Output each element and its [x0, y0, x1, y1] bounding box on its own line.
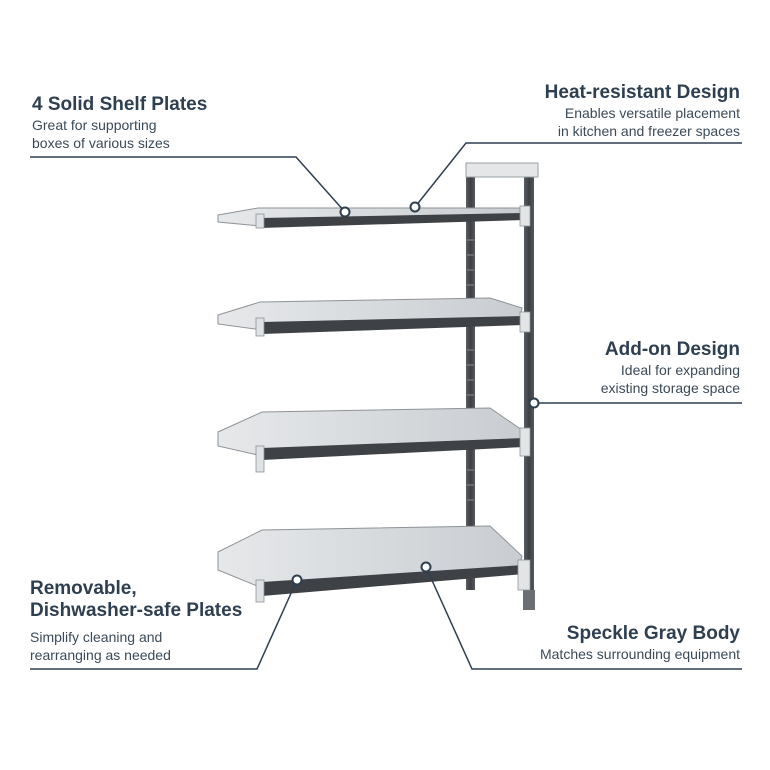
callout-dot [411, 203, 420, 212]
callout-desc-line: Matches surrounding equipment [539, 646, 740, 662]
callout-add-on [601, 339, 740, 397]
callout-desc-line: Enables versatile placement [564, 105, 740, 121]
post-cap [466, 163, 538, 177]
callout-shelf-plates [32, 94, 207, 152]
callout-dot [530, 399, 539, 408]
front-post [524, 170, 534, 600]
shelf-plate [218, 526, 530, 602]
callout-heat-resistant [545, 82, 740, 140]
callout-desc-line: in kitchen and freezer spaces [557, 123, 740, 139]
callout-title: Add-on Design [604, 339, 740, 360]
callout-desc-line: Great for supporting [32, 117, 157, 133]
callout-dot [341, 208, 350, 217]
callout-desc-line: boxes of various sizes [32, 135, 170, 151]
callout-speckle-gray [540, 623, 740, 663]
callout-dot [422, 563, 431, 572]
callout-title: Dishwasher-safe Plates [30, 600, 243, 621]
post-foot [523, 590, 535, 610]
callout-dot [293, 576, 302, 585]
shelf-plate [218, 408, 530, 472]
shelf-plate [218, 206, 530, 228]
callout-desc-line: rearranging as needed [30, 647, 171, 663]
callout-removable [30, 578, 242, 664]
callout-desc-line: Simplify cleaning and [30, 629, 163, 645]
callout-title: 4 Solid Shelf Plates [32, 94, 208, 115]
callout-title: Removable, [30, 578, 137, 599]
callout-desc-line: existing storage space [600, 380, 740, 396]
shelf-plate [218, 298, 530, 336]
callout-desc-line: Ideal for expanding [620, 362, 740, 378]
callout-title: Heat-resistant Design [544, 82, 740, 103]
callout-title: Speckle Gray Body [566, 623, 740, 644]
